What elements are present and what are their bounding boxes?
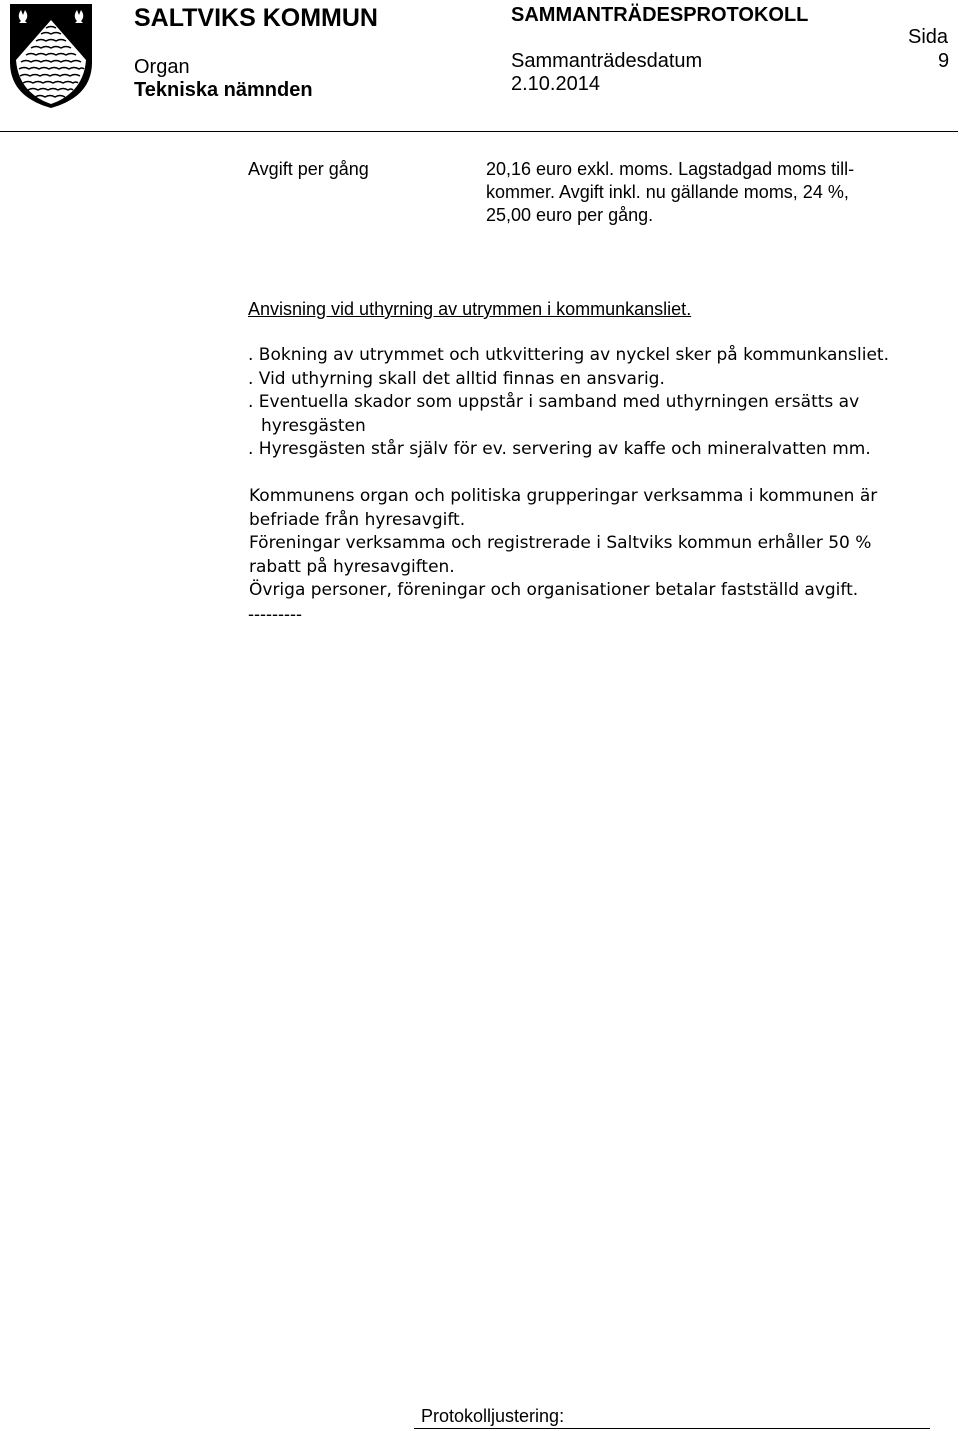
fee-description xyxy=(486,158,854,227)
section-separator: --------- xyxy=(248,604,302,624)
meeting-date-label: Sammanträdesdatum xyxy=(511,50,703,72)
rule-item: . Vid uthyrning skall det alltid finnas en ansvarig. xyxy=(248,368,665,389)
municipality-name: SALTVIKS KOMMUN xyxy=(134,4,378,32)
document-type: SAMMANTRÄDESPROTOKOLL xyxy=(511,4,809,26)
rule-item: . Bokning av utrymmet och utkvittering av nyckel sker på kommunkansliet. xyxy=(248,345,889,365)
page-number: 9 xyxy=(938,50,950,72)
signature-line xyxy=(414,1428,930,1429)
organ-label: Organ xyxy=(134,56,190,78)
protocol-verification-label: Protokolljustering: xyxy=(421,1406,565,1426)
policy-line: Föreningar verksamma och registrerade i Saltviks kommun erhåller 50 % xyxy=(249,533,872,553)
fee-line: 25,00 euro per gång. xyxy=(486,205,654,225)
organ-name: Tekniska nämnden xyxy=(134,79,313,101)
fee-line: 20,16 euro exkl. moms. Lagstadgad moms till- xyxy=(486,159,855,179)
rules-list xyxy=(248,344,889,462)
instructions-heading: Anvisning vid uthyrning av utrymmen i kommunkansliet. xyxy=(248,299,692,319)
fee-label: Avgift per gång xyxy=(248,159,369,179)
rule-item: . Hyresgästen står själv för ev. servering av kaffe och mineralvatten mm. xyxy=(248,439,871,459)
fee-line: kommer. Avgift inkl. nu gällande moms, 24 %, xyxy=(486,182,849,202)
policy-line: rabatt på hyresavgiften. xyxy=(249,556,455,577)
policy-line: Övriga personer, föreningar och organisationer betalar fastställd avgift. xyxy=(249,580,859,600)
policy-line: Kommunens organ och politiska grupperingar verksamma i kommunen är xyxy=(249,486,878,506)
municipal-crest-logo xyxy=(8,2,94,110)
page-label: Sida xyxy=(908,26,949,48)
policy-line: befriade från hyresavgift. xyxy=(249,509,466,530)
policy-paragraph xyxy=(249,485,877,603)
meeting-date: 2.10.2014 xyxy=(511,73,600,95)
rule-item-continuation: hyresgästen xyxy=(261,415,366,436)
rule-item: . Eventuella skador som uppstår i samband med uthyrningen ersätts av xyxy=(248,392,860,412)
header-divider xyxy=(0,131,958,132)
